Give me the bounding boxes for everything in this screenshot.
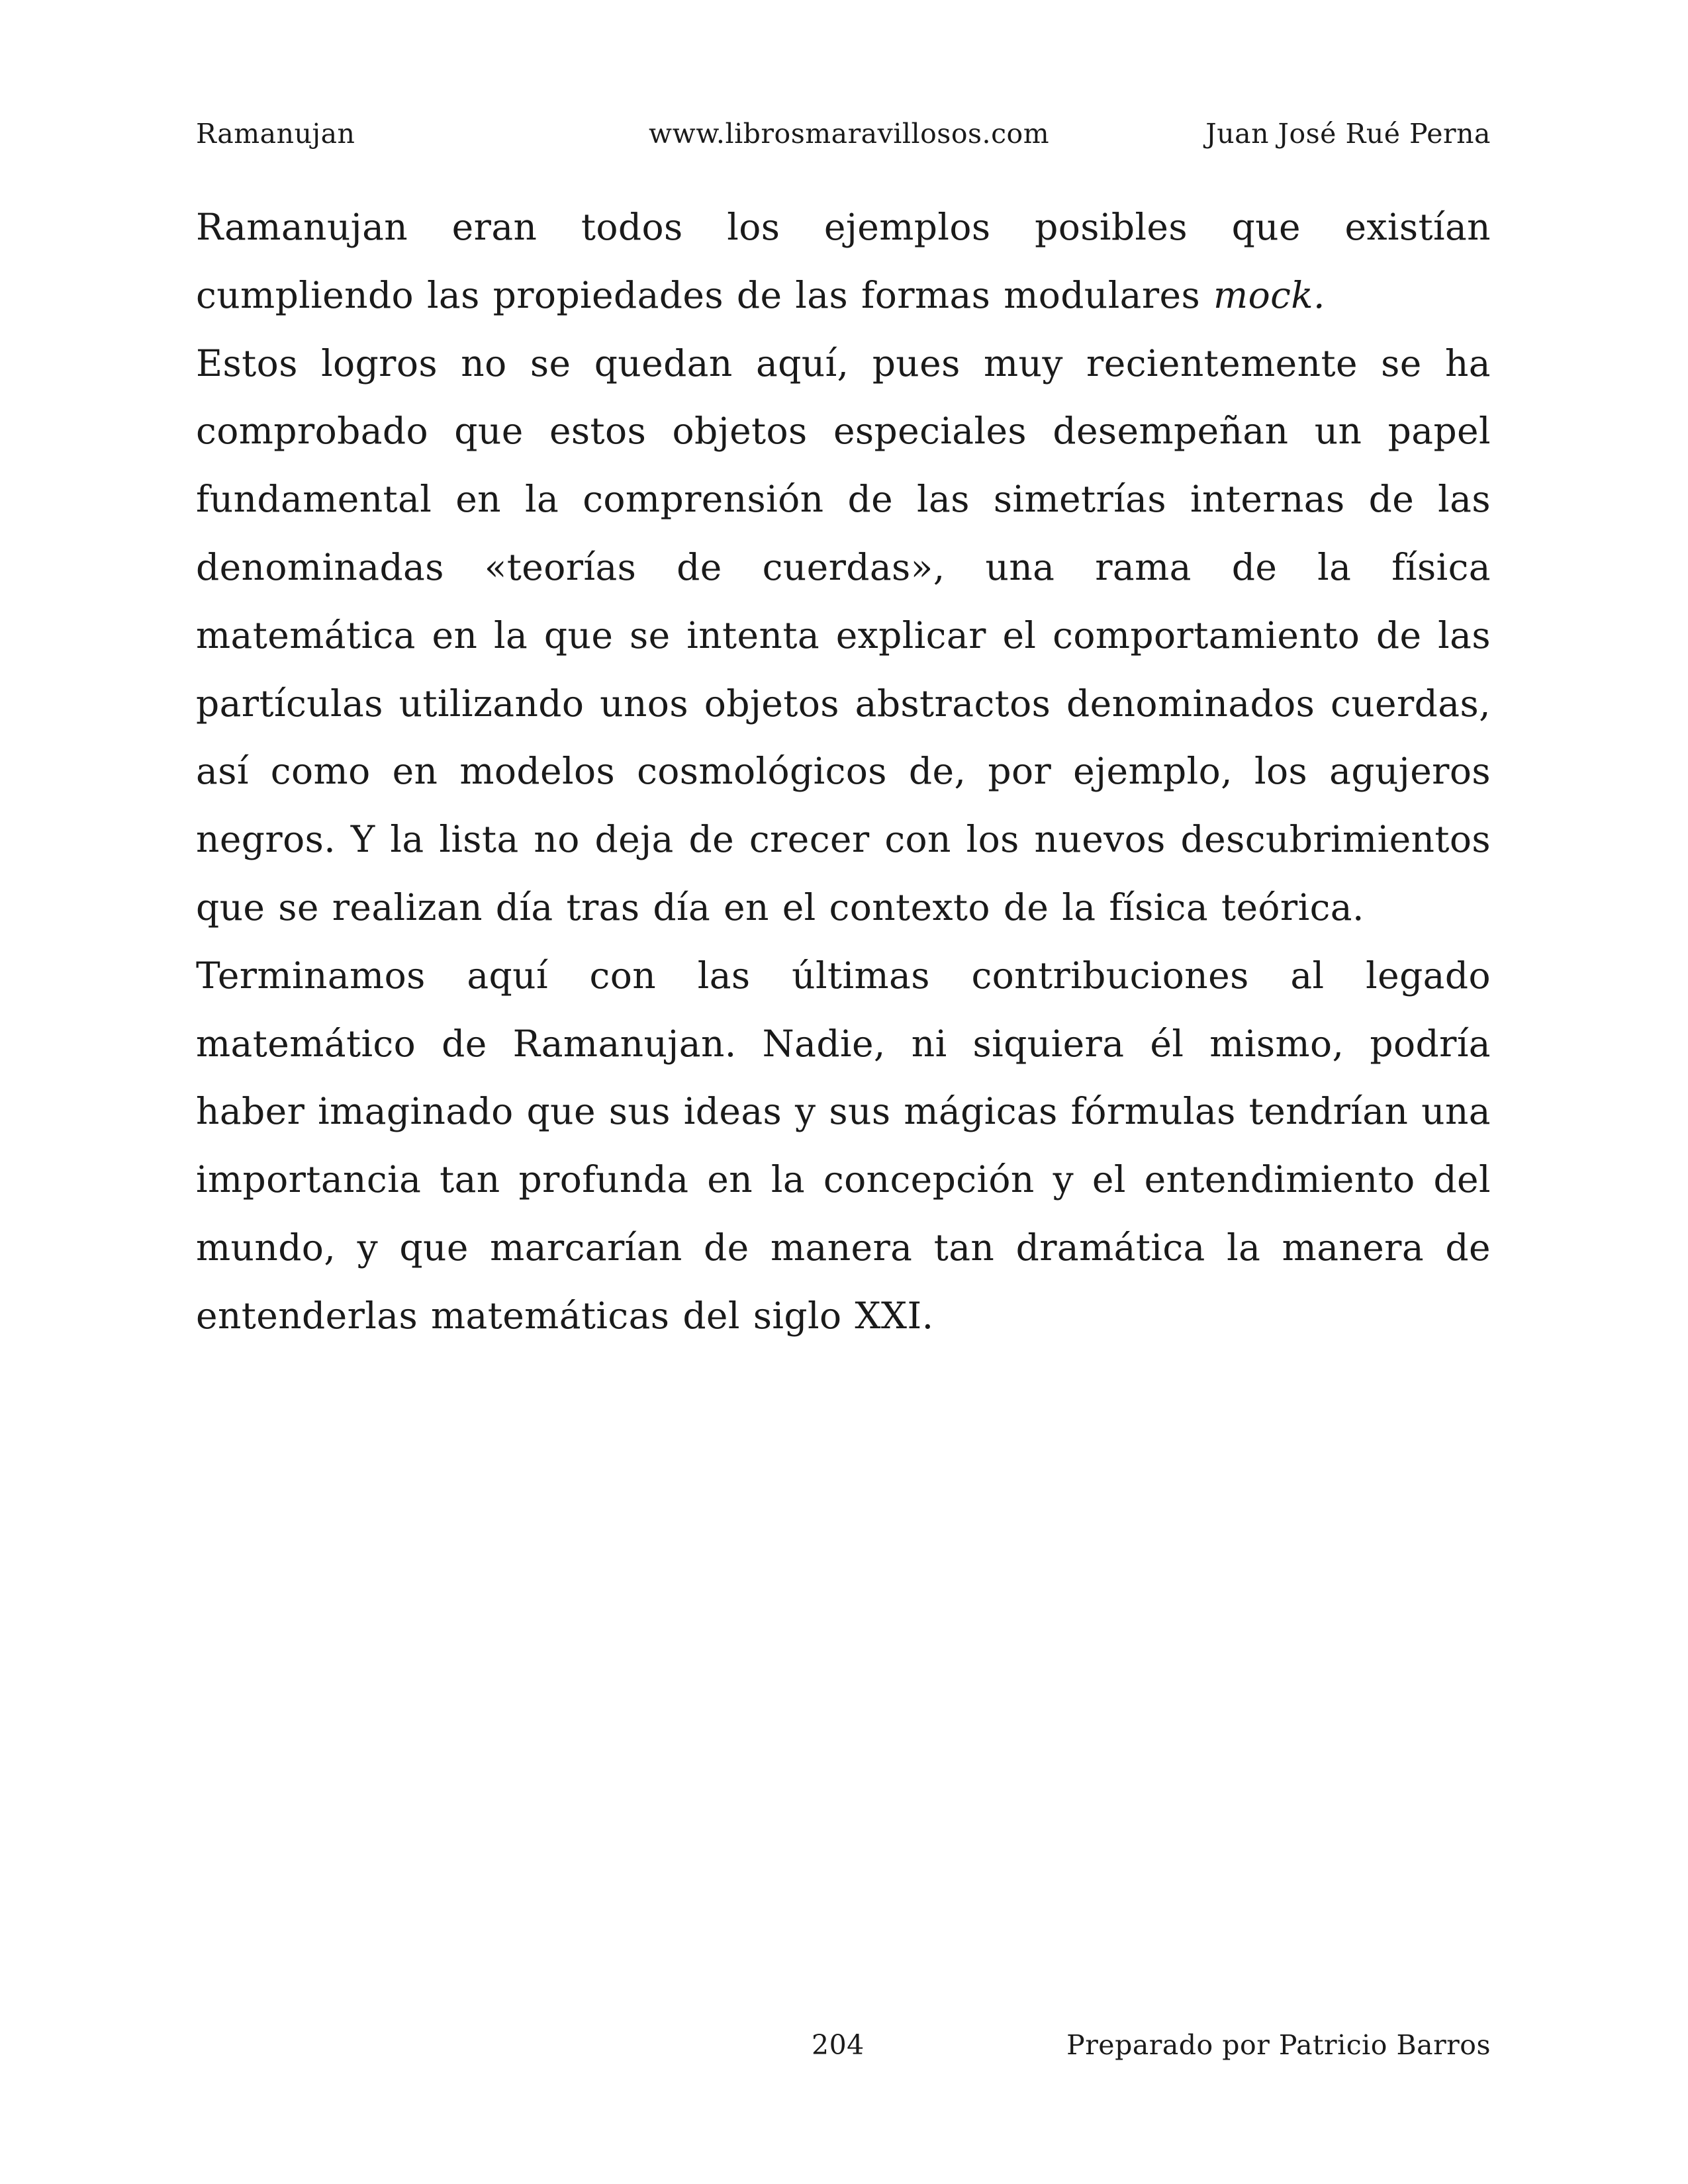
paragraph-1-emphasis: mock. — [1213, 273, 1325, 316]
header-website: www.librosmaravillosos.com — [649, 118, 1050, 150]
page-header — [196, 114, 1491, 154]
paragraph-1 — [196, 193, 1491, 330]
paragraph-3: Terminamos aquí con las últimas contribuciones al legado matemático de Ramanujan. Nadie, ni siquiera él mismo, podría haber imaginado que sus ideas y sus mágicas fórmulas tendrían una importancia tan profunda en la concepción y el entendimiento del mundo, y que marcarían de manera tan dramática la manera de entenderlas matemáticas del siglo XXI. — [196, 954, 1491, 1337]
header-author: Juan José Rué Perna — [1205, 118, 1491, 150]
paragraph-1-text: Ramanujan eran todos los ejemplos posibles que existían cumpliendo las propiedades de las formas modulares — [196, 206, 1491, 316]
paragraph-2: Estos logros no se quedan aquí, pues muy recientemente se ha comprobado que estos objetos especiales desempeñan un papel fundamental en la comprensión de las simetrías internas de las denominadas «teorías de cuerdas», una rama de la física matemática en la que se intenta explicar el comportamiento de las partículas utilizando unos objetos abstractos denominados cuerdas, así como en modelos cosmológicos de, por ejemplo, los agujeros negros. Y la lista no deja de crecer con los nuevos descubrimientos que se realizan día tras día en el contexto de la física teórica. — [196, 341, 1491, 929]
footer-credit: Preparado por Patricio Barros — [1066, 2029, 1491, 2061]
page-body — [196, 193, 1491, 1350]
page-number: 204 — [812, 2029, 865, 2061]
header-book-title: Ramanujan — [196, 118, 355, 150]
page-footer — [196, 2025, 1491, 2065]
